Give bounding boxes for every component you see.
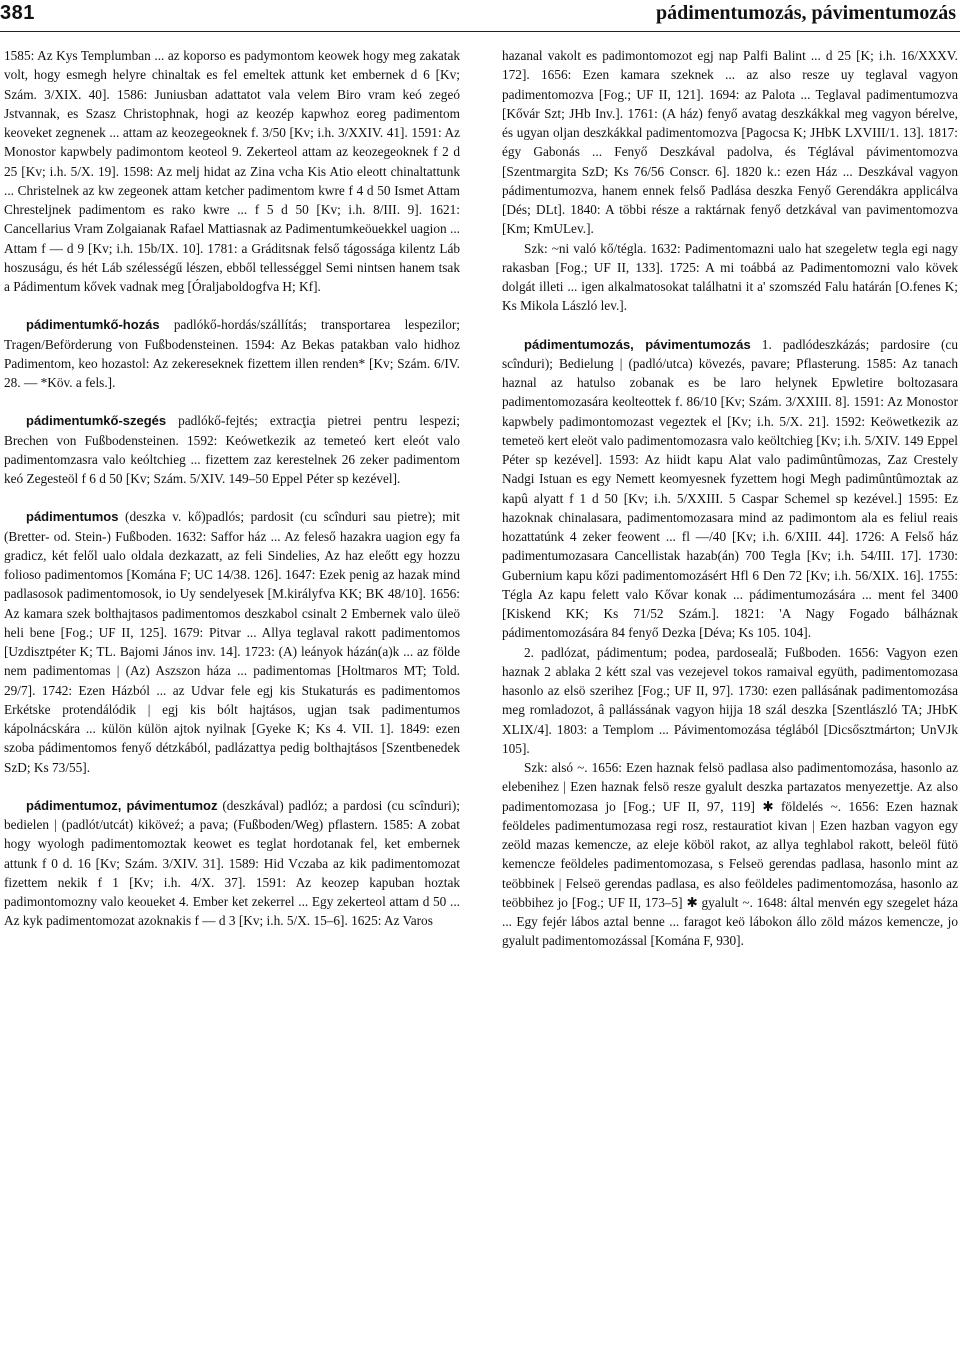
dictionary-entry bbox=[4, 507, 460, 777]
entry-text: 1. padlódeszkázás; pardosire (cu scînduri); Bedielung | (padló/utca) kövezés, pavare; Pflasterung. 1585: Az tanach haznal az hatulso zobanak es be laro helynek Epwletire boltozasara padimentomozasára keolteottek f. 86/10 [Kv; Szám. 3/XXIII. 8]. 1591: Az Monostor kapwbely padimontomozast vegeztek el [Kv; i.h. 5/X. 21]. 1592: Keöwetkezik az temeteö kert eleöt valo padimentomozasra valo keöltchieg [Kv; i.h. 5/XIV. 149 Eppel Péter sp kezével]. 1593: Az hiidt kapu Alat valo padimûntûmozas, Zaz Crestely Nadgi Istuan es egy Nemett keomyesnek fyzettem hogi Megh padimûntûmoztak az kapû alyatt f 1 d 50 [Kv; i.h. 5/XXIII. 5 Caspar Schemel sp kezével.] 1595: Ez hazoknak chinalasara, padimentomozasara mind az padimontom ala es feliul reais hozattatúnk 4 zeker feowent ... fl —/40 [Kv; i.h. 6/XIII. 44]. 1726: A Felső ház padimentumozasara Cancellistak hazab(án) 700 Tegla [Kv; i.h. 54/III. 17]. 1730: Gubernium kapu kőzi padimentomozásért Hfl 6 Den 72 [Kv; i.h. 56/XIX. 16]. 1755: Tégla Az kapu felett valo Kővar konak ... pádimentumozására ... ment fel 3400 [Kiskend KK; Ks 71/52 Szám.]. 1821: 'A Nagy Fogado bálháznak pádimentomozására 84 fenyő Dezka [Déva; Ks 105. 104]. bbox=[502, 336, 958, 641]
page-header bbox=[0, 0, 960, 34]
sense-2 bbox=[502, 643, 958, 759]
dictionary-entry bbox=[502, 335, 958, 643]
entry-headword: pádimentumozás, pávimentumozás bbox=[524, 336, 751, 352]
entry-text: Szk: alsó ~. 1656: Ezen haznak felsö padlasa also padimentomozása, hasonlo az elebenihez | Ezen haznak felsö resze gyalult deszka partazatos menyezettje. Az also padimentomozasa jo [Fog.; UF II, 97, 119] ✱ földelés ~. 1656: Ezen haznak feöldeles padimentumozasa regi rosz, restauratiot kivan | Ezen hazban vagyon egy zeöld mazas kemencze, az eleje köböl rakot, az allya teghlabol rakott, beleöl fütö kemencze feöldeles padimentomozasa, s Felseö gerendas padlasa, hasonlo mint az teöbbinek | Felseö gerendas padlasa, es also feöldeles padimentomozása, hasonlo az teöbbihez jo [Fog.; UF II, 173–5] ✱ gyalult ~. 1648: által menvén egy szegelet háza ... Egy fejér lábos aztal benne ... faragot keö lábokon állo zöld mázos kemencze, jo gyalult padimentomozással [Komána F, 930]. bbox=[502, 760, 958, 949]
entry-continuation bbox=[4, 46, 460, 296]
right-column bbox=[502, 46, 958, 970]
subentry-phrases bbox=[502, 758, 958, 951]
running-head: pádimentumozás, pávimentumozás bbox=[655, 2, 956, 24]
entry-text: 1585: Az Kys Templumban ... az koporso es padymontom keowek hogy meg zakatak volt, hogy esmegh helyre chinaltak es fel emeltek attunk ket embernek d 6 [Kv; Szám. 3/XIX. 40]. 1586: Juniusban adattatot vala velem Biro vram keó zegeó Jstvannak, es Szasz Christophnak, hogi az keozép kapwhoz eoreg padimentom keoveket zegnenek ... attam az keozegeoknek f. 3/50 [Kv; i.h. 3/XXIV. 41]. 1591: Az Monostor kapwbely padimontom keoteol 9. Zekerteol attam az keozegeoknek f 2 d 25 [Kv; i.h. 5/X. 19]. 1598: Az melj hidat az Zina vcha Kis Atio eleott chinaltattunk ... Christelnek az kw zegeonek attam ketcher padimentom kwre f 4 d 50 Ismet Attam Chresteljnek padimentom es rako kwre ... f 5 d 50 [Kv; i.h. 8/III. 9]. 1621: Cancellarius Vram Zolgaianak Rafael Mattiasnak az Padimentumkeöuekkel uagion ... Attam f — d 9 [Kv; i.h. 15b/IX. 10]. 1781: a Gráditsnak felső tágossága kilentz Láb hoszuságu, és hét Láb szélességű lészen, ebből tellességgel Semi nintsen hanem tsak a Pádimentum kővek vadnak meg [Óraljaboldogfva H; Kf]. bbox=[4, 48, 460, 294]
left-column bbox=[4, 46, 460, 950]
dictionary-entry bbox=[4, 315, 460, 392]
subentry-phrases bbox=[502, 239, 958, 316]
entry-text: padlókő-fejtés; extracţia pietrei pentru lespezi; Brechen von Fußbodensteinen. 1592: Keówetkezik az temeteó kert eleót valo padimentomzasra valo keóltchieg ... fizettem zaz kerestelnek 26 zeker padimentom keó Zegesteöl f 6 d 50 [Kv; Szám. 5/XIV. 149–50 Eppel Péter sp kezével]. bbox=[4, 413, 460, 486]
entry-headword: pádimentumoz, pávimentumoz bbox=[26, 797, 218, 813]
header-rule bbox=[0, 31, 960, 32]
page-number: 381 bbox=[0, 2, 35, 24]
entry-text: Szk: ~ni való kő/tégla. 1632: Padimentomazni ualo hat szegeletw tegla egi nagy rakasban [Fog.; UF II, 133]. 1725: A mi toábbá az Padimentomozni valo kövek dolgát illeti ... igen alkalmatosokat találhatni it a' szomszéd Falu határán [O.fenes K; Ks Mikola László lev.]. bbox=[502, 240, 958, 314]
dictionary-entry bbox=[4, 796, 460, 931]
entry-text: (deszka v. kő)padlós; pardosit (cu scînduri sau pietre); mit (Bretter- od. Stein-) Fußboden. 1632: Saffor ház ... Az feleső hazakra uagion egy fa gradicz, két felől ualo oldala dezkazatt, az feli Sindelies, Az haz eleőtt egy hozzu folioso padimentomos [Komána F; UC 14/38. 126]. 1647: Ezek penig az hazak mind padlasosok padimentomosok, io Uy sendelyesek [M.királyfva KK; BK 48/10]. 1656: Az kamara szek bolthajtasos padimentomos deszkabol csinalt 2 Embernek valo üleö heli bene [Fog.; UF II, 125]. 1679: Pitvar ... Allya teglaval rakott padimentomos [Uzdisztpéter K; TL. Bajomi János inv. 14]. 1723: (A) leányok házán(a)k ... az földe nem padimentomas | (Az) Aszszon háza ... padimentomas [Holtmaros MT; Told. 29/7]. 1742: Ezen Házból ... az Udvar fele egj kis Stukaturás es padimentomos Erkétske protendálódik | egj kis bólt hajtásos, ugjan tsak padimentumos kápolnácskára ... külön külön ajtok nyilnak [Gyeke K; Ks 4. VII. 1]. 1849: ezen szoba pádimentomos fenyő détzkából, padlázattya pedig bolthajtásos [Szentbenedek SzD; Ks 73/55]. bbox=[4, 509, 460, 775]
entry-text: 2. padlózat, pádimentum; podea, pardoseală; Fußboden. 1656: Vagyon ezen haznak 2 ablaka 2 kétt szal vas vezejevel tokos ramaival együth, padimentomozasa hasonlo az elsö szerihez [Fog.; UF II, 97]. 1730: ezen pallásának padimentomozása meg romladozot, â pallássának vagyon hijja 18 szál deszka [Szentlászló TA; JHbK XLIX/4]. 1803: a Templom ... Pávimentomozása téglából [Dicsősztmárton; UnVJk 105]. bbox=[502, 644, 958, 756]
entry-text: (deszkával) padlóz; a pardosi (cu scînduri); bedielen | (padlót/utcát) kiköveź; a pava; (Fußboden/Weg) pflastern. 1585: A zobat hogy wyologh padimentomoztak keowet es teglat hordotanak fel, ket embernek attunk f 0 d. 16 [Kv; Szám. 3/XIV. 31]. 1589: Hid Vczaba az kik padimentomozat fizettem nekik f 1 [Kv; i.h. 4/X. 37]. 1591: Az keozep kapuban hoztak padimontomozny valo keoueket 4. Ember ket zekerrel ... Egy zekerteol attam d 50 ... Az kyk padimentomozat azoknakis f — d 3 [Kv; i.h. 5/X. 15–6]. 1625: Az Varos bbox=[4, 797, 460, 929]
entry-headword: pádimentumkő-hozás bbox=[26, 317, 160, 333]
entry-continuation bbox=[502, 46, 958, 239]
entry-headword: pádimentumos bbox=[26, 509, 119, 525]
dictionary-entry bbox=[4, 411, 460, 488]
entry-text: padlókő-hordás/szállítás; transportarea lespezilor; Tragen/Beförderung von Fußbodensteinen. 1594: Az Bekas patakban valo hidhoz Padimentom, keo hozastol: Az zekereseknek fizettem illen renden* [Kv; Szám. 6/IV. 28. — *Köv. a fels.]. bbox=[4, 317, 460, 390]
entry-text: hazanal vakolt es padimontomozot egj nap Palfi Balint ... d 25 [K; i.h. 16/XXXV. 172]. 1656: Ezen kamara szeknek ... az also resze uy teglaval vagyon padimentomozva [Fog.; UF II, 121]. 1694: az Palota ... Teglaval padimentumozva [Kővár Szt; JHb Inv.]. 1761: (A ház) fenyő avatag deszkákkal meg vagyon bérelve, és ugyan oljan deszkákkal padimentomozva [Pagocsa K; JHbK LXVIII/1. 13]. 1817: égy Gabonás ... Fenyő Deszkával padolva, és Téglával pávimentomozva [Szentmargita SzD; Ks 76/56 Conscr. 6]. 1820 k.: ezen Ház ... Deszkával vagyon pádimentumozva, hanem ennek felső Padlása deszka Fenyő Gerendákra applicálva [Dés; DLt]. 1840: A többi része a raktárnak fenyő detzkával van pavimentomozva [Km; KmULev.]. bbox=[502, 48, 958, 237]
entry-headword: pádimentumkő-szegés bbox=[26, 413, 167, 429]
